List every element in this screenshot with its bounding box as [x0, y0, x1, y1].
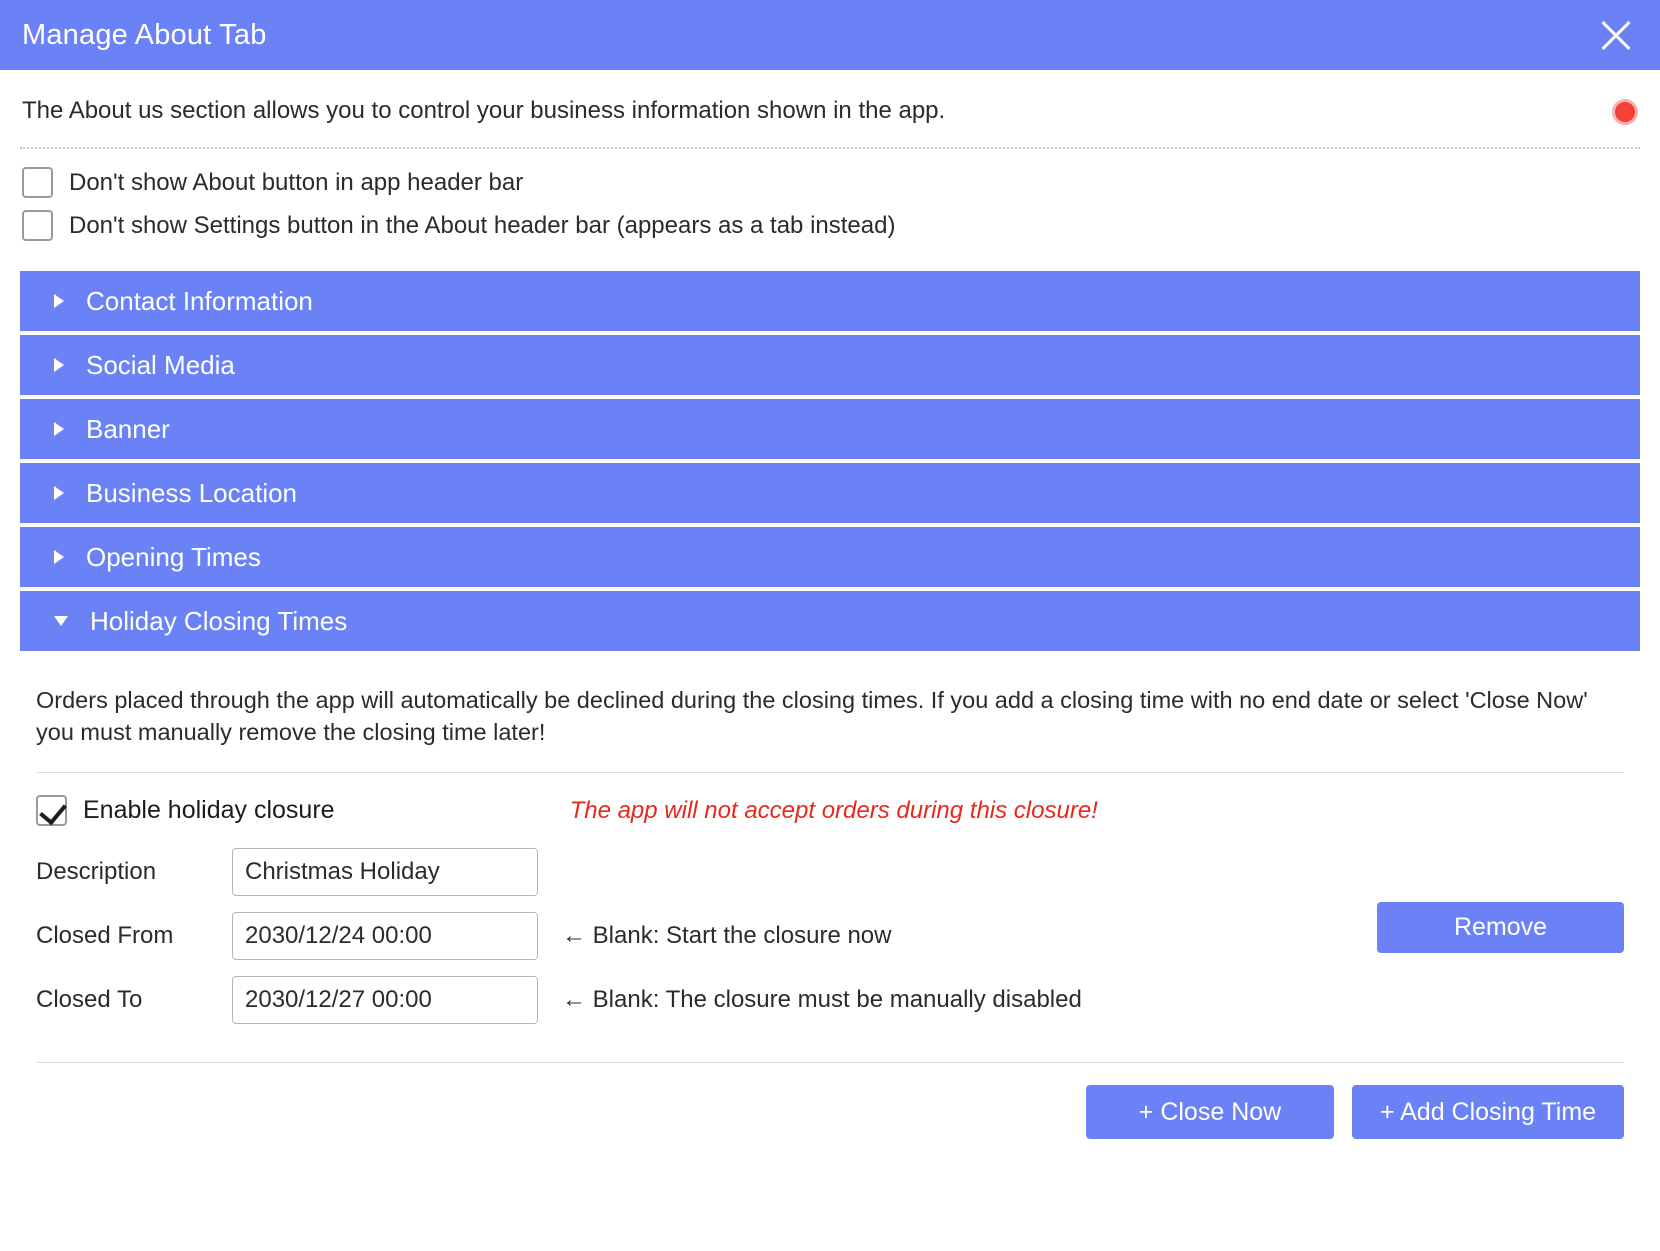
intro-text: The About us section allows you to control your business information shown in the app. [22, 97, 946, 124]
footer-buttons [36, 1085, 1624, 1139]
closure-form [36, 848, 1624, 1024]
dialog-titlebar [0, 0, 1660, 70]
closed-to-hint: ← Blank: The closure must be manually disabled [562, 986, 1082, 1014]
accordion-label-business-location: Business Location [86, 477, 298, 508]
close-icon[interactable] [1594, 13, 1638, 57]
accordion-label-social-media: Social Media [86, 349, 235, 380]
dialog-footer [0, 1062, 1660, 1139]
closed-from-hint: ← Blank: Start the closure now [562, 922, 892, 950]
closed-to-input[interactable] [232, 976, 538, 1024]
form-row-description [36, 848, 1624, 896]
footer-divider [36, 1062, 1624, 1063]
accordion-item-social-media[interactable] [20, 335, 1640, 395]
checkbox-hide-settings-button[interactable] [22, 210, 53, 241]
checkbox-label-hide-settings-button: Don't show Settings button in the About header bar (appears as a tab instead) [69, 211, 896, 239]
add-closing-time-button[interactable]: + Add Closing Time [1352, 1085, 1624, 1139]
chevron-right-icon [54, 422, 64, 436]
description-input[interactable] [232, 848, 538, 896]
description-label: Description [36, 858, 157, 886]
accordion-label-banner: Banner [86, 413, 170, 444]
intro-row [0, 70, 1660, 125]
chevron-down-icon [54, 616, 68, 626]
holiday-panel-note: Orders placed through the app will automatically be declined during the closing times. If you add a closing time with no end date or select 'Close Now' you must manually remove the closing time later! [36, 687, 1588, 745]
accordion-label-holiday-closing-times: Holiday Closing Times [90, 605, 348, 636]
remove-closure-button[interactable]: Remove [1377, 902, 1624, 953]
holiday-closing-times-panel [0, 685, 1660, 1040]
chevron-right-icon [54, 486, 64, 500]
panel-divider [36, 772, 1624, 773]
checkbox-label-hide-about-button: Don't show About button in app header bar [69, 168, 524, 196]
accordion-item-holiday-closing-times[interactable] [20, 591, 1640, 651]
about-sections-accordion [20, 271, 1640, 651]
closed-from-label: Closed From [36, 922, 174, 950]
close-now-button[interactable]: + Close Now [1086, 1085, 1334, 1139]
chevron-right-icon [54, 294, 64, 308]
accordion-label-opening-times: Opening Times [86, 541, 261, 572]
record-dot-icon [1612, 99, 1638, 125]
closure-warning-text: The app will not accept orders during this closure! [569, 796, 1098, 824]
checkbox-enable-holiday-closure[interactable] [36, 795, 67, 826]
form-row-closed-to [36, 976, 1624, 1024]
checkbox-hide-about-button[interactable] [22, 167, 53, 198]
dialog-title: Manage About Tab [22, 18, 267, 51]
closed-from-input[interactable] [232, 912, 538, 960]
enable-holiday-closure-label: Enable holiday closure [83, 796, 335, 825]
chevron-right-icon [54, 550, 64, 564]
closed-to-label: Closed To [36, 986, 143, 1014]
enable-holiday-closure-row[interactable] [36, 795, 1624, 826]
accordion-item-banner[interactable] [20, 399, 1640, 459]
chevron-right-icon [54, 358, 64, 372]
accordion-item-opening-times[interactable] [20, 527, 1640, 587]
option-row-hide-settings-button[interactable] [0, 210, 1660, 241]
accordion-label-contact-information: Contact Information [86, 285, 313, 316]
option-row-hide-about-button[interactable] [0, 167, 1660, 198]
divider [20, 147, 1640, 149]
accordion-item-business-location[interactable] [20, 463, 1640, 523]
accordion-item-contact-information[interactable] [20, 271, 1640, 331]
